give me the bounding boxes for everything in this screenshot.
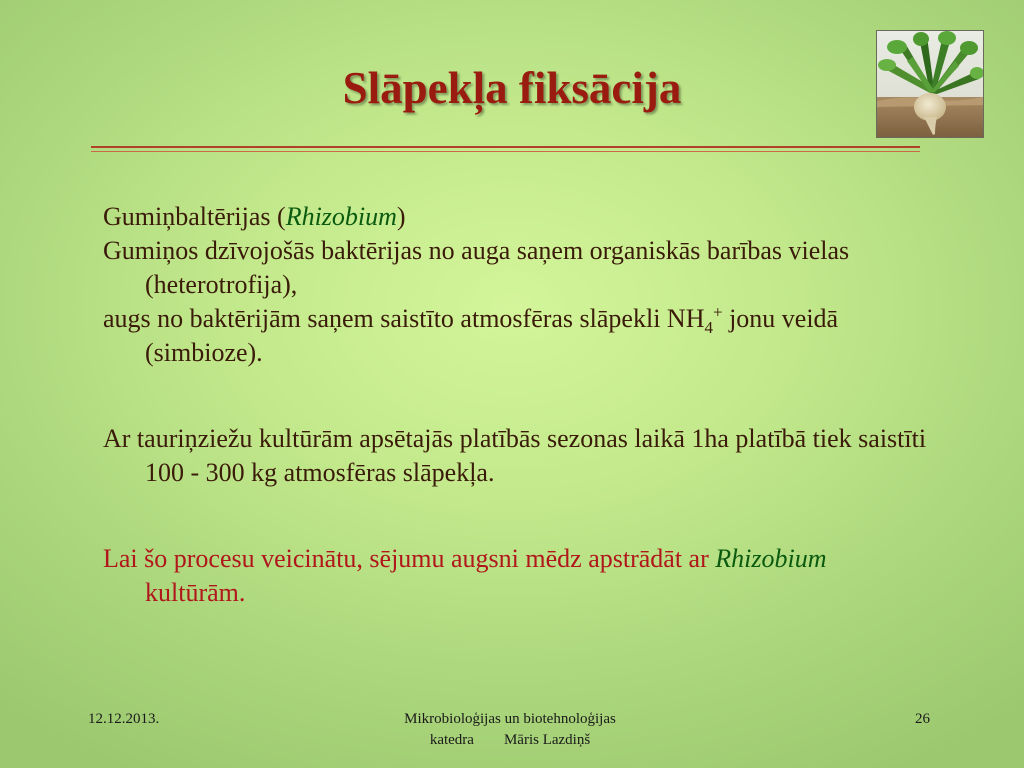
slide-body [103, 200, 933, 610]
footer-department: Mikrobioloģijas un biotehnoloģijas katedra Māris Lazdiņš [404, 711, 616, 748]
paragraph-legumes: Ar tauriņziežu kultūrām apsētajās platībās sezonas laikā 1ha platībā tiek saistīti 100 - 300 kg atmosfēras slāpekļa. [103, 424, 927, 487]
slide-title: Slāpekļa fiksācija [342, 63, 682, 113]
latin-name: Rhizobium [285, 202, 397, 231]
title-divider-thin [91, 151, 920, 152]
paragraph-treatment: Lai šo procesu veicinātu, sējumu augsni mēdz apstrādāt ar Rhizobium kultūrām. [103, 544, 827, 607]
paragraph-symbiosis: augs no baktērijām saņem saistīto atmosfēras slāpekli $NH_4^+$ jonu veidā (simbioze). [103, 302, 839, 367]
beet-plant-icon [876, 30, 984, 138]
paragraph-heterotrophy: Gumiņos dzīvojošās baktērijas no auga saņem organiskās barības vielas (heterotrofija), [103, 236, 850, 299]
latin-name: Rhizobium [715, 544, 827, 573]
title-divider [91, 146, 920, 148]
footer-date: 12.12.2013. [88, 711, 160, 727]
slide-number: 26 [915, 711, 930, 727]
paragraph-rhizobium: Gumiņbaltērijas (Rhizobium) [103, 202, 406, 231]
